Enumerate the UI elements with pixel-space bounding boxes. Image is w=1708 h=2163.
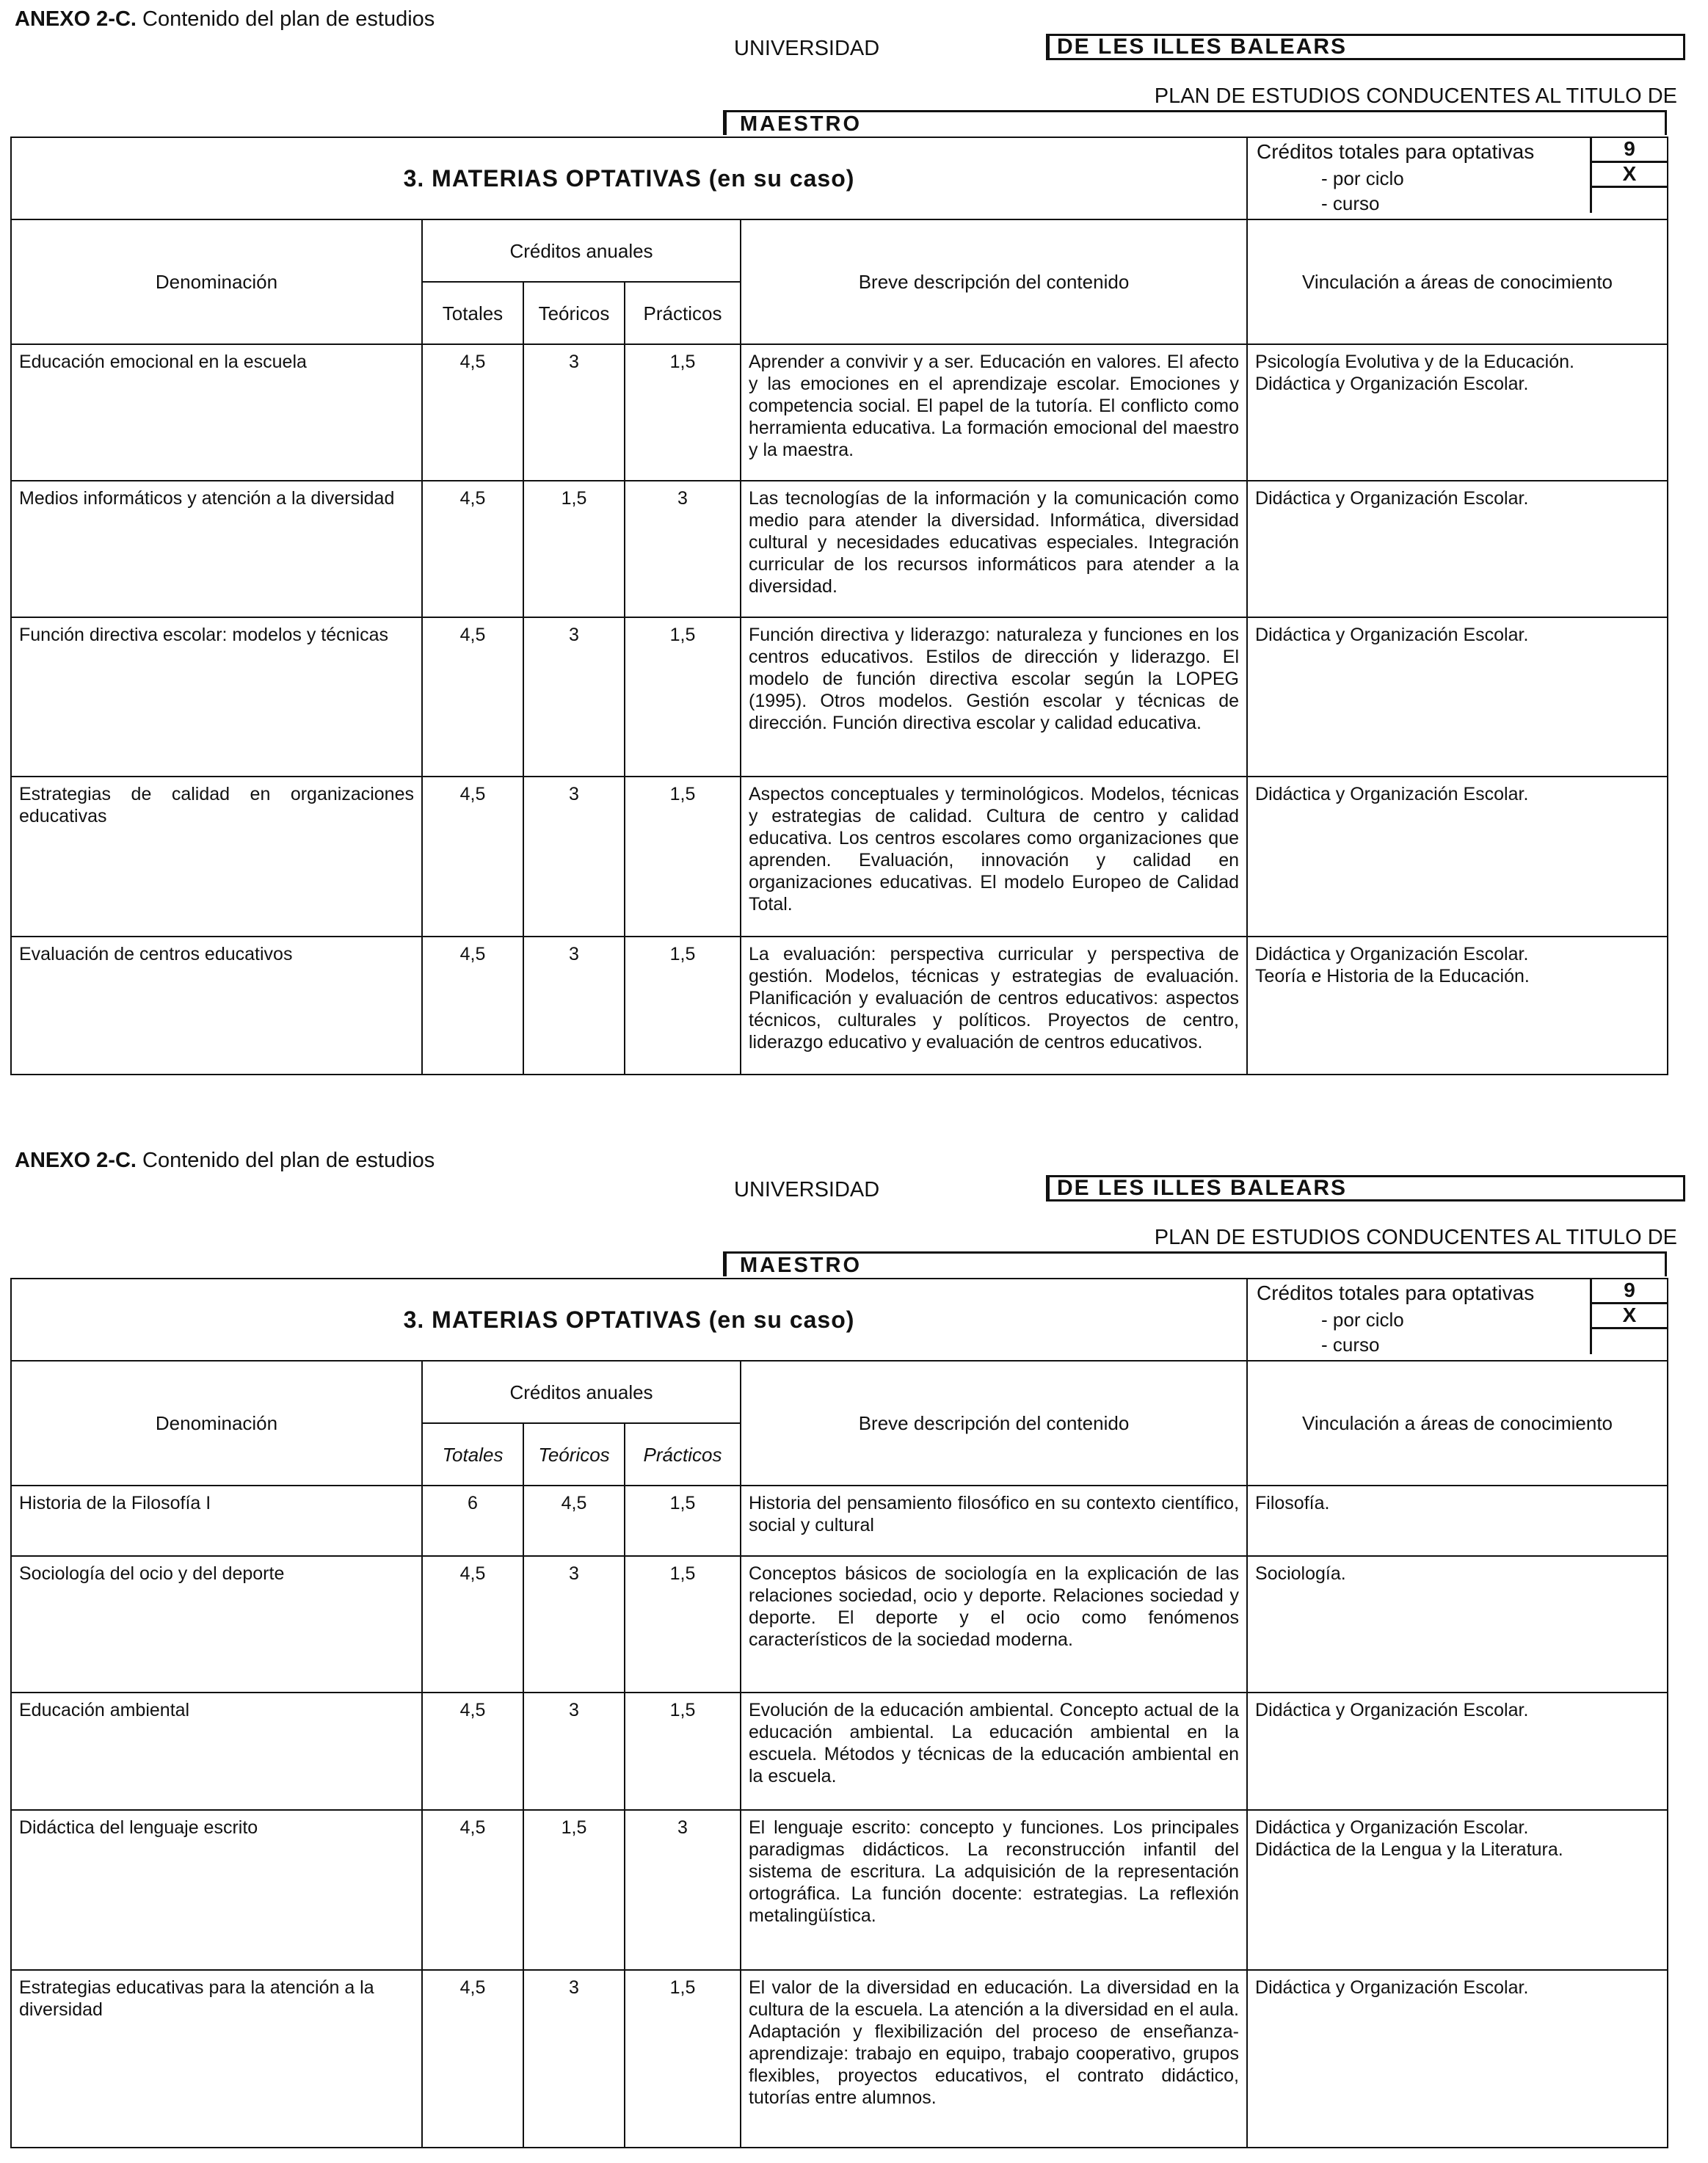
row-denominacion: Didáctica del lenguaje escrito [11, 1810, 422, 1970]
plan-label: PLAN DE ESTUDIOS CONDUCENTES AL TITULO DE [1154, 84, 1677, 108]
row-practicos: 3 [625, 481, 741, 617]
row-descripcion: Aspectos conceptuales y terminológicos. Modelos, técnicas y estrategias de calidad. Cultura de centro y calidad educativa. Los centros escolares como organizaciones que aprenden. Evaluación, innovación y calidad en organizaciones educativas. El modelo Europeo de Calidad Total. [741, 777, 1247, 937]
header-vinculacion: Vinculación a áreas de conocimiento [1247, 1361, 1668, 1486]
row-vinculacion: Didáctica y Organización Escolar. [1247, 777, 1668, 937]
row-totales: 4,5 [422, 777, 523, 937]
header-practicos: Prácticos [625, 282, 741, 344]
row-totales: 4,5 [422, 1693, 523, 1810]
row-practicos: 1,5 [625, 617, 741, 777]
header-totales: Totales [422, 1423, 523, 1486]
header-vinculacion: Vinculación a áreas de conocimiento [1247, 219, 1668, 344]
row-vinculacion: Psicología Evolutiva y de la Educación. Didáctica y Organización Escolar. [1247, 344, 1668, 481]
row-totales: 6 [422, 1486, 523, 1556]
row-teoricos: 1,5 [523, 481, 625, 617]
curso-value [1590, 1329, 1667, 1354]
row-totales: 4,5 [422, 1970, 523, 2148]
por-ciclo-value: X [1590, 1304, 1667, 1329]
row-denominacion: Evaluación de centros educativos [11, 937, 422, 1075]
row-teoricos: 3 [523, 937, 625, 1075]
materias-table [10, 137, 1668, 1075]
row-descripcion: El valor de la diversidad en educación. La diversidad en la cultura de la escuela. La atención a la diversidad en el aula. Adaptación y flexibilización del proceso de enseñanza-aprendizaje: trabajo en equipo, trabajo cooperativo, grupos flexibles, proyectos educativos, el contrato didáctico, tutorías entre alumnos. [741, 1970, 1247, 2148]
row-teoricos: 3 [523, 1970, 625, 2148]
row-teoricos: 3 [523, 777, 625, 937]
row-teoricos: 3 [523, 344, 625, 481]
row-vinculacion: Didáctica y Organización Escolar. [1247, 481, 1668, 617]
header-denominacion: Denominación [11, 1361, 422, 1486]
plan-label: PLAN DE ESTUDIOS CONDUCENTES AL TITULO DE [1154, 1226, 1677, 1249]
row-vinculacion: Didáctica y Organización Escolar. Teoría e Historia de la Educación. [1247, 937, 1668, 1075]
header-denominacion: Denominación [11, 219, 422, 344]
header-descripcion: Breve descripción del contenido [741, 1361, 1247, 1486]
por-ciclo-label: - por ciclo [1321, 1309, 1404, 1331]
universidad-label: UNIVERSIDAD [734, 1178, 880, 1202]
row-teoricos: 3 [523, 1693, 625, 1810]
header-teoricos: Teóricos [523, 282, 625, 344]
row-vinculacion: Didáctica y Organización Escolar. [1247, 1970, 1668, 2148]
universidad-label: UNIVERSIDAD [734, 37, 880, 60]
row-descripcion: Evolución de la educación ambiental. Concepto actual de la educación ambiental. La educación ambiental en la escuela. Métodos y técnicas de la educación ambiental en la escuela. [741, 1693, 1247, 1810]
anexo-heading: ANEXO 2-C. Contenido del plan de estudios [15, 7, 435, 31]
table-row [11, 481, 1668, 617]
row-denominacion: Función directiva escolar: modelos y técnicas [11, 617, 422, 777]
anexo-heading: ANEXO 2-C. Contenido del plan de estudios [15, 1149, 435, 1172]
row-totales: 4,5 [422, 344, 523, 481]
row-practicos: 3 [625, 1810, 741, 1970]
row-totales: 4,5 [422, 1556, 523, 1693]
table-row [11, 617, 1668, 777]
titulo-value: MAESTRO [723, 1251, 1667, 1276]
row-denominacion: Historia de la Filosofía I [11, 1486, 422, 1556]
creditos-totales-value: 9 [1590, 1279, 1667, 1304]
creditos-totales-value: 9 [1590, 138, 1667, 163]
row-descripcion: Historia del pensamiento filosófico en su contexto científico, social y cultural [741, 1486, 1247, 1556]
row-denominacion: Estrategias educativas para la atención a la diversidad [11, 1970, 422, 2148]
table-row [11, 1556, 1668, 1693]
row-teoricos: 1,5 [523, 1810, 625, 1970]
row-teoricos: 4,5 [523, 1486, 625, 1556]
por-ciclo-label: - por ciclo [1321, 167, 1404, 189]
curso-label: - curso [1321, 1334, 1380, 1356]
row-denominacion: Educación ambiental [11, 1693, 422, 1810]
row-denominacion: Educación emocional en la escuela [11, 344, 422, 481]
header-creditos-anuales: Créditos anuales [422, 1361, 741, 1423]
header-descripcion: Breve descripción del contenido [741, 219, 1247, 344]
table-row [11, 1486, 1668, 1556]
row-descripcion: Aprender a convivir y a ser. Educación en valores. El afecto y las emociones en el aprendizaje escolar. Emociones y competencia social. El papel de la tutoría. El conflicto como herramienta educativa. La formación emocional del maestro y la maestra. [741, 344, 1247, 481]
creditos-box [1247, 137, 1668, 219]
row-descripcion: Las tecnologías de la información y la comunicación como medio para atender la diversidad. Informática, diversidad cultural y necesidades educativas especiales. Integración curricular de los recursos informáticos para atender a la diversidad. [741, 481, 1247, 617]
row-totales: 4,5 [422, 481, 523, 617]
table-row [11, 777, 1668, 937]
curso-label: - curso [1321, 192, 1380, 214]
row-vinculacion: Didáctica y Organización Escolar. [1247, 617, 1668, 777]
row-practicos: 1,5 [625, 937, 741, 1075]
header-totales: Totales [422, 282, 523, 344]
table-row [11, 1810, 1668, 1970]
row-totales: 4,5 [422, 617, 523, 777]
row-denominacion: Sociología del ocio y del deporte [11, 1556, 422, 1693]
row-denominacion: Estrategias de calidad en organizaciones educativas [11, 777, 422, 937]
row-descripcion: La evaluación: perspectiva curricular y perspectiva de gestión. Modelos, técnicas y estrategias de evaluación. Planificación y evaluación de centros educativos: aspectos técnicos, culturales y políticos. Proyectos de centro, liderazgo educativo y evaluación de centros educativos. [741, 937, 1247, 1075]
row-teoricos: 3 [523, 617, 625, 777]
row-practicos: 1,5 [625, 344, 741, 481]
row-vinculacion: Didáctica y Organización Escolar. [1247, 1693, 1668, 1810]
row-practicos: 1,5 [625, 1970, 741, 2148]
row-totales: 4,5 [422, 1810, 523, 1970]
row-denominacion: Medios informáticos y atención a la diversidad [11, 481, 422, 617]
header-teoricos: Teóricos [523, 1423, 625, 1486]
row-descripcion: Conceptos básicos de sociología en la explicación de las relaciones sociedad, ocio y deporte. Relaciones sociedad y deporte. El deporte y el ocio como fenómenos característicos de la sociedad moderna. [741, 1556, 1247, 1693]
curso-value [1590, 188, 1667, 213]
materias-title: 3. MATERIAS OPTATIVAS (en su caso) [11, 137, 1247, 219]
table-row [11, 1970, 1668, 2148]
row-teoricos: 3 [523, 1556, 625, 1693]
row-vinculacion: Filosofía. [1247, 1486, 1668, 1556]
row-descripcion: El lenguaje escrito: concepto y funciones. Los principales paradigmas didácticos. La reconstrucción infantil del sistema de escritura. La adquisición de la representación ortográfica. La función docente: estrategias. La reflexión metalingüística. [741, 1810, 1247, 1970]
row-descripcion: Función directiva y liderazgo: naturaleza y funciones en los centros educativos. Estilos de dirección y liderazgo. El modelo de función directiva escolar según la LOPEG (1995). Otros modelos. Gestión escolar y técnicas de dirección. Función directiva escolar y calidad educativa. [741, 617, 1247, 777]
header-creditos-anuales: Créditos anuales [422, 219, 741, 282]
row-practicos: 1,5 [625, 1556, 741, 1693]
row-totales: 4,5 [422, 937, 523, 1075]
table-row [11, 344, 1668, 481]
creditos-box [1247, 1279, 1668, 1361]
materias-table [10, 1278, 1668, 2148]
materias-title: 3. MATERIAS OPTATIVAS (en su caso) [11, 1279, 1247, 1361]
por-ciclo-value: X [1590, 163, 1667, 188]
titulo-value: MAESTRO [723, 110, 1667, 135]
universidad-value: DE LES ILLES BALEARS [1046, 1175, 1685, 1202]
creditos-totales-label: Créditos totales para optativas [1257, 140, 1535, 163]
row-vinculacion: Sociología. [1247, 1556, 1668, 1693]
table-row [11, 1693, 1668, 1810]
row-practicos: 1,5 [625, 777, 741, 937]
row-practicos: 1,5 [625, 1693, 741, 1810]
creditos-totales-label: Créditos totales para optativas [1257, 1282, 1535, 1304]
row-vinculacion: Didáctica y Organización Escolar. Didáctica de la Lengua y la Literatura. [1247, 1810, 1668, 1970]
row-practicos: 1,5 [625, 1486, 741, 1556]
universidad-value: DE LES ILLES BALEARS [1046, 34, 1685, 60]
table-row [11, 937, 1668, 1075]
header-practicos: Prácticos [625, 1423, 741, 1486]
